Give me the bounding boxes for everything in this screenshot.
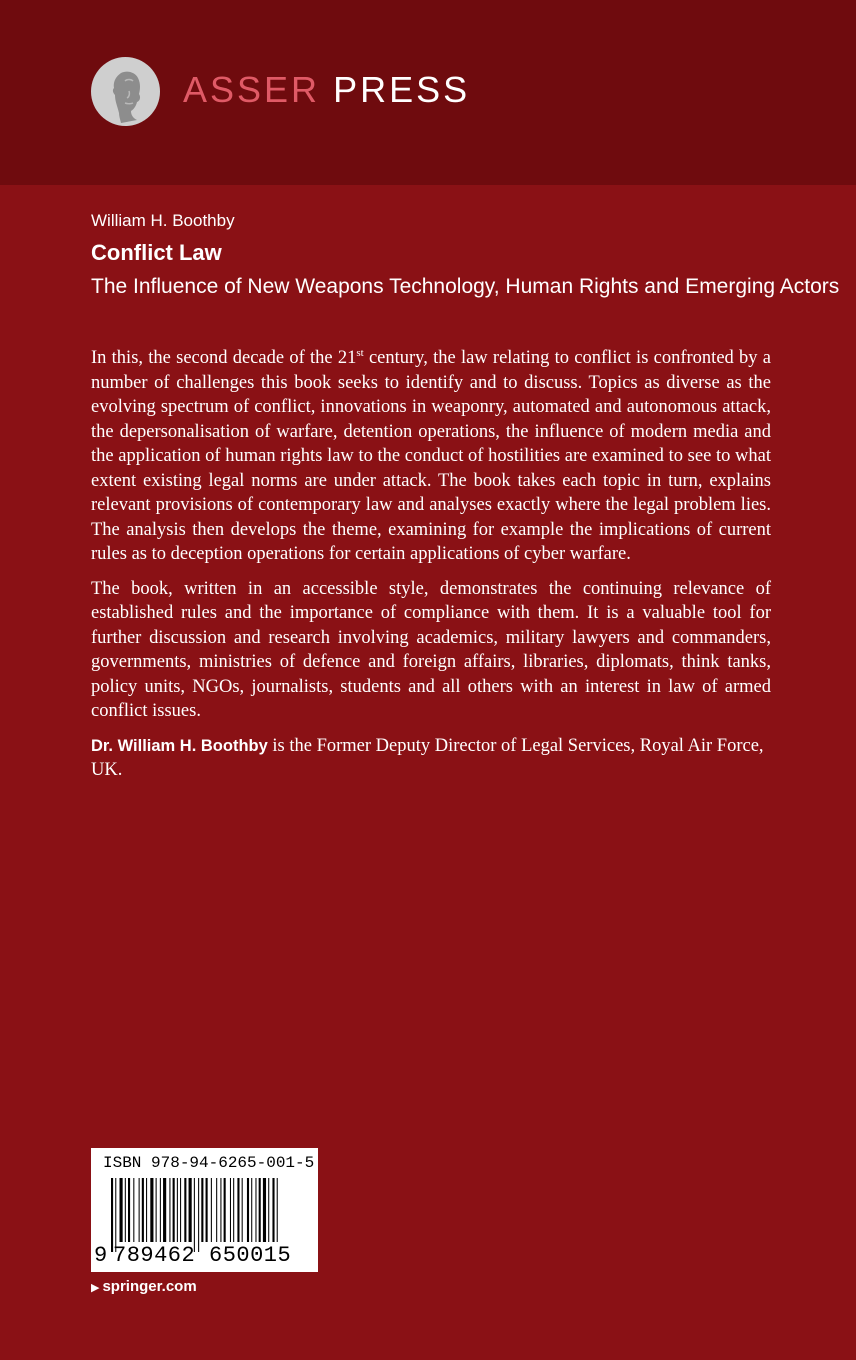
- barcode-bar: [189, 1178, 192, 1242]
- arrow-right-icon: ▶: [91, 1282, 100, 1294]
- barcode-guard-bar: [198, 1178, 199, 1252]
- barcode-bar: [220, 1178, 221, 1242]
- publisher-name: [183, 70, 470, 110]
- book-subtitle: The Influence of New Weapons Technology, Human Rights and Emerging Actors: [91, 275, 840, 298]
- blurb-paragraph-2: The book, written in an accessible style, demonstrates the continuing relevance of established rules and the importance of compliance with them. It is a valuable tool for further discussion and research involving academics, military lawyers and commanders, governments, ministries of defence and foreign affairs, libraries, diplomats, think tanks, policy units, NGOs, journalists, students and all others with an interest in law of armed conflict issues.: [91, 578, 771, 721]
- blurb-p1-rest: century, the law relating to conflict is confronted by a number of challenges this book seeks to identify and to discuss. Topics as diverse as the evolving spectrum of conflict, innovations in weaponry, automated and autonomous attack, the depersonalisation of warfare, detention operations, the influence of modern media and the application of human rights law to the conduct of hostilities are examined to see to what extent existing legal norms are under attack. The book takes each topic in turn, explains relevant provisions of contemporary law and analyses exactly where the legal problem lies. The analysis then develops the theme, examining for example the implications of current rules as to deception operations for certain applications of cyber warfare.: [91, 348, 771, 564]
- barcode-bar: [255, 1178, 256, 1242]
- barcode-bar: [120, 1178, 123, 1242]
- barcode-bar: [146, 1178, 147, 1242]
- barcode-bar: [206, 1178, 208, 1242]
- barcode-bar: [277, 1178, 278, 1242]
- blurb-p1-superscript: st: [356, 346, 364, 359]
- barcode-bar: [177, 1178, 178, 1242]
- blurb: [91, 346, 771, 793]
- barcode-bar: [128, 1178, 130, 1242]
- barcode-guard-bar: [111, 1178, 113, 1252]
- barcode-box: [91, 1148, 318, 1272]
- publisher-name-press: PRESS: [333, 69, 471, 110]
- barcode-bar: [139, 1178, 140, 1242]
- author-bio-name: Dr. William H. Boothby: [91, 736, 268, 755]
- barcode-bar: [268, 1178, 269, 1242]
- barcode-bar: [163, 1178, 166, 1242]
- publisher-website[interactable]: [91, 1277, 197, 1298]
- barcode-bar: [142, 1178, 144, 1242]
- barcode-bar: [251, 1178, 252, 1242]
- barcode-bar: [133, 1178, 134, 1242]
- ean-left-digits: 789462: [113, 1243, 196, 1268]
- barcode-bar: [211, 1178, 212, 1242]
- barcode-bar: [259, 1178, 261, 1242]
- publisher-website-label: springer.com: [102, 1278, 197, 1295]
- barcode-bar: [224, 1178, 226, 1242]
- barcode-bar: [160, 1178, 161, 1242]
- ean-first-digit: 9: [94, 1243, 108, 1268]
- barcode-bar: [150, 1178, 153, 1242]
- blurb-p1-start: In this, the second decade of the 21: [91, 348, 357, 368]
- publisher-name-asser: ASSER: [183, 69, 321, 110]
- barcode-bar: [216, 1178, 217, 1242]
- barcode-bar: [272, 1178, 274, 1242]
- barcode-guard-bar: [115, 1178, 116, 1252]
- barcode-bar: [242, 1178, 243, 1242]
- barcode-bar: [230, 1178, 231, 1242]
- barcode-bar: [125, 1178, 126, 1242]
- book-author: William H. Boothby: [91, 211, 235, 230]
- author-bio-text: is the Former Deputy Director of Legal Services, Royal Air Force, UK.: [91, 735, 764, 780]
- barcode-bar: [180, 1178, 181, 1242]
- barcode-bar: [184, 1178, 186, 1242]
- blurb-paragraph-1: [91, 346, 771, 567]
- barcode-bar: [247, 1178, 249, 1242]
- isbn-label: ISBN 978-94-6265-001-5: [103, 1154, 315, 1172]
- barcode-bar: [156, 1178, 157, 1242]
- barcode-bar: [233, 1178, 234, 1242]
- barcode-bar: [263, 1178, 266, 1242]
- ean-right-digits: 650015: [209, 1243, 292, 1268]
- barcode-bar: [237, 1178, 239, 1242]
- barcode-guard-bar: [194, 1178, 195, 1252]
- barcode-bar: [169, 1178, 170, 1242]
- barcode-bar: [201, 1178, 203, 1242]
- book-title: Conflict Law: [91, 240, 222, 265]
- author-bio: [91, 734, 771, 783]
- publisher-logo-portrait-icon: [91, 57, 160, 126]
- barcode-bar: [173, 1178, 175, 1242]
